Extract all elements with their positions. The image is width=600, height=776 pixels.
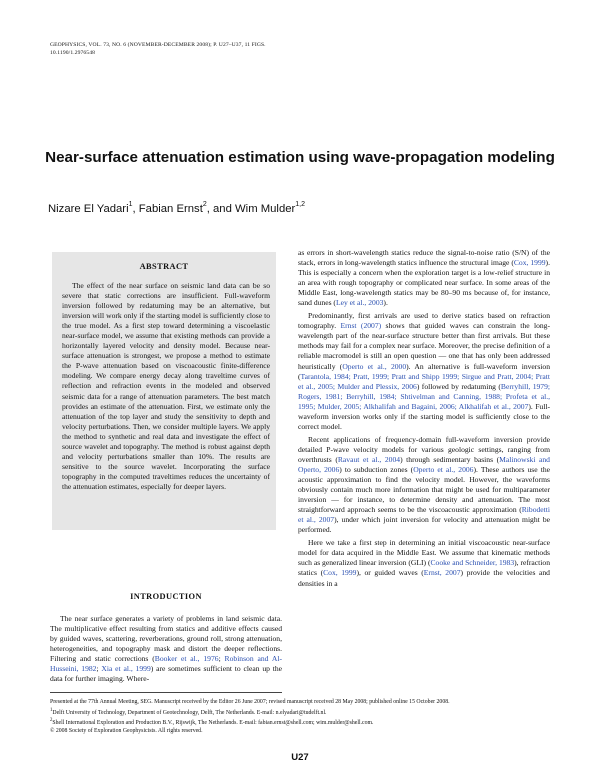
header-citation: GEOPHYSICS, VOL. 73, NO. 6 (NOVEMBER-DECEMBER 2008); P. U27–U37, 11 FIGS. [50,42,266,48]
citation-link[interactable]: Malinowski and Operto, 2006 [298,454,550,474]
page-number: U27 [291,752,309,763]
citation-link[interactable]: Cox, 1999 [513,258,546,268]
citation-link[interactable]: Ravaut et al., 2004 [337,454,401,464]
body-paragraph [298,311,550,432]
text-run: ). This is especially a concern when the exploration target is a low-relief structure in an area with rough topography or complicated near surface. In some areas of the Middle East, long-wavelength statics may be 80–90 ms because of, for instance, sand dunes ( [298,258,550,308]
text-run: ), or guided waves ( [356,568,424,578]
text-run: ) followed by redatuming ( [416,381,501,391]
text-run: The near surface generates a variety of problems in land seismic data. The multiplicative effect resulting from statics and additive effects caused by guided waves, scattering, reverberations, ground roll, strong attenuation, heterogeneities, and topography mask and distort the deeper reflections. Filtering and static corrections ( [50,614,282,664]
footnotes [50,699,550,735]
text-run: ). An alternative is full-waveform inversion ( [298,361,550,381]
citation-link[interactable]: Booker et al., 1976 [154,654,219,664]
citation-link[interactable]: Ribodetti et al., 2007 [298,505,550,525]
footnote-marker: 1 [50,707,53,713]
author-name: Fabian Ernst [138,202,203,215]
text-run: Predominantly, first arrivals are used to derive statics based on refraction tomography. [298,311,550,331]
text-run: as errors in short-wavelength statics reduce the signal-to-noise ratio (S/N) of the stack, errors in long-wavelength statics influence the structural image ( [298,248,550,268]
text-run: ) are sometimes sufficient to clean up the data for further imaging. Where- [50,664,283,684]
affiliation-marker: 1,2 [295,201,306,208]
text-run: shows that guided waves can constrain the long-wavelength part of the near-surface structure better than first arrivals. But these methods may fail for a complex near surface. Moreover, the precise definition of a reliable macromodel is still an open question — one that has only been addressed heuristically ( [298,321,550,371]
body-paragraph [298,538,550,588]
citation-link[interactable]: Cooke and Schneider, 1983 [430,558,515,568]
text-run: ) provide the velocities and densities in a [298,568,550,588]
footnote-manuscript: Presented at the 77th Annual Meeting, SEG. Manuscript received by the Editor 26 June 2007; revised manuscript received 28 May 2008; published online 15 October 2008. [50,699,450,705]
body-paragraph [298,248,550,308]
footnote-text: Shell International Exploration and Production B.V., Rijswijk, The Netherlands. E-mail: fabian.ernst@shell.com; wim.mulder@shell.com. [52,720,374,727]
author-separator: , and [206,202,236,215]
author-separator: , [132,202,139,215]
citation-link[interactable]: Tarantola, 1984; Pratt, 1999; Pratt and Shipp 1999; Sirgue and Pratt, 2004; Pratt et al., 2005; Mulder and Plessix, 2006 [298,371,550,391]
introduction-paragraph [50,614,282,684]
citation-link[interactable]: Ley et al., 2003 [335,298,384,308]
citation-link[interactable]: Robinson and Al-Husseini, 1982 [50,654,282,674]
citation-link[interactable]: Ernst (2007) [340,321,382,331]
paper-title: Near-surface attenuation estimation using wave-propagation modeling [45,149,555,166]
abstract-heading: ABSTRACT [139,262,189,271]
text-run: ; [218,654,225,664]
affiliation-marker: 2 [202,201,207,208]
right-column [298,248,550,589]
text-run: ). [383,298,388,308]
text-run: Recent applications of frequency-domain full-waveform inversion provide detailed P-wave velocity models for various geologic settings, ranging from overthrusts ( [298,434,550,464]
footnote-affiliation-2 [50,717,550,728]
citation-link[interactable]: Cox, 1999 [323,568,357,578]
footnote-divider [50,692,282,693]
footnote-marker: 2 [50,718,53,724]
text-run: Here we take a first step in determining an initial viscoacoustic near-surface model for data acquired in the Middle East. We assume that kinematic methods such as generalized linear inversion (GLI) ( [298,538,550,568]
text-run: ) to subduction zones ( [339,464,414,474]
footnote-affiliation-1 [50,707,550,718]
citation-link[interactable]: Xia et al., 1999 [101,664,151,674]
abstract-text: The effect of the near surface on seismic land data can be so severe that static corrections are insufficient. Full-waveform inversion followed by redatuming may be an alternative, but inversion will work only if the starting model is sufficiently close to the true model. As a first step toward determining a viscoelastic near-surface model, we assume that existing methods can provide a horizontally layered velocity and density model. Because near-surface attenuation is strongest, we propose a method to estimate the P-wave attenuation based on viscoacoustic finite-difference modeling. We compare energy decay along traveltime curves of reflection and refraction events in the modeled and observed seismic data for a range of attenuation parameters. The best match provides an estimate of the attenuation. First, we estimate only the attenuation of the top layer and study the sensitivity to depth and velocity perturbations. Then, we consider multiple layers. We apply the method to synthetic and real data and investigate the effect of source wavelet and topography. The method is robust against depth and velocity perturbations smaller than 10%. The results are sensitive to the source wavelet. Incorporating the surface topography in the computed traveltimes reduces the uncertainty of the attenuation estimates, especially for deeper layers. [62,281,270,491]
text-run: ; [96,664,102,674]
author-name: Nizare El Yadari [48,202,129,215]
citation-link[interactable]: Operto et al., 2000 [342,361,407,371]
text-run: ). These authors use the acoustic approximation to find the velocity model. However, the waveforms obviously contain much more information that might be used for multiparameter inversion — for instance, to determine density and attenuation. The most straightforward approach seems to be the viscoacoustic approximation ( [298,464,550,515]
text-run: ). Full-waveform inversion works only if the starting model is sufficiently close to the correct model. [298,401,550,431]
affiliation-marker: 1 [128,201,133,208]
footnote-text: Delft University of Technology, Department of Geotechnology, Delft, The Netherlands. E-mail: n.elyadari@tudelft.nl. [52,709,327,716]
header-doi: 10.1190/1.2976548 [50,49,95,56]
text-run: ), under which joint inversion for velocity and attenuation might be performed. [298,515,550,535]
author-list [48,202,305,215]
footnote-copyright: © 2008 Society of Exploration Geophysicists. All rights reserved. [50,727,203,734]
text-run: ), refraction statics ( [298,558,550,578]
author-name: Wim Mulder [235,202,296,215]
text-run: ) through sedimentary basins ( [400,454,500,464]
citation-link[interactable]: Berryhill, 1979; Rogers, 1981; Berryhill, 1984; Shtivelman and Canning, 1988; Profeta et al., 1995; Mulder, 2005; Alkhalifah and Bagaini, 2006; Alkhalifah et al., 2007 [298,381,551,411]
body-paragraph [298,435,550,535]
citation-link[interactable]: Operto et al., 2006 [413,464,474,474]
citation-link[interactable]: Ernst, 2007 [423,568,461,578]
journal-header [50,42,266,57]
introduction-heading: INTRODUCTION [130,592,202,601]
